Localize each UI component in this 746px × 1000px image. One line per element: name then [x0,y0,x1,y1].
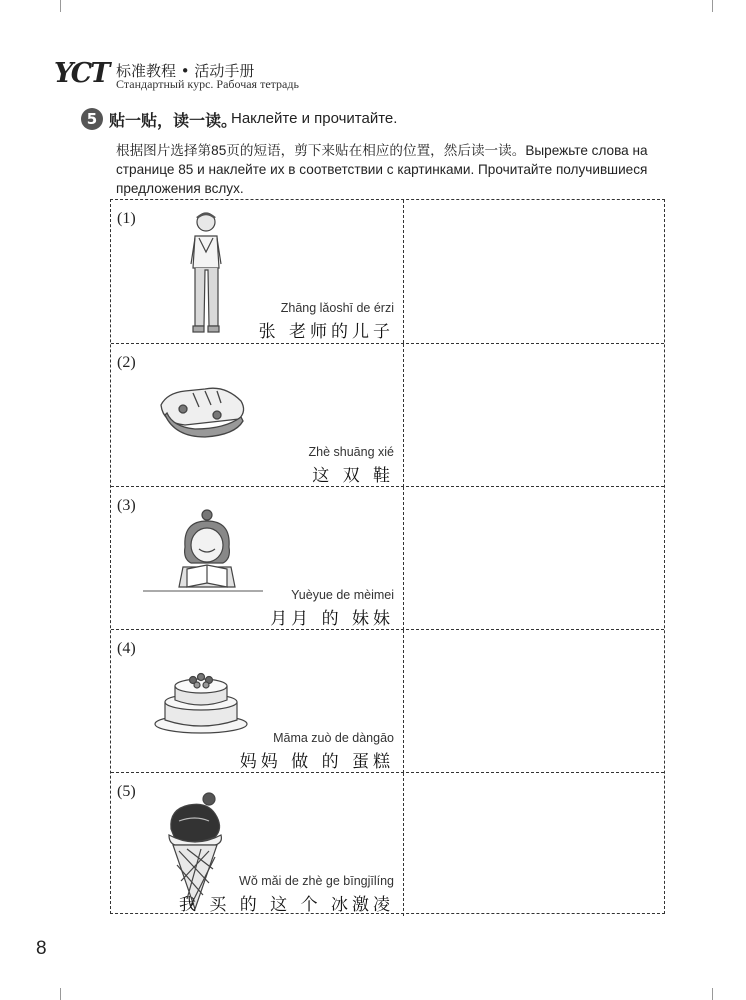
task-number-badge: 5 [81,108,103,130]
shoes-picture [155,379,251,441]
item-hanzi: 这 双 鞋 [312,466,394,486]
item-number: (5) [117,783,136,800]
exercise-row [111,200,664,343]
page-header [54,56,454,96]
column-divider [403,344,404,487]
boy-picture [181,208,231,336]
item-pinyin: Yuèyue de mèimei [291,588,394,602]
crop-mark [712,988,713,1000]
task-heading [81,108,701,132]
column-divider [403,630,404,773]
item-hanzi: 我 买 的 这 个 冰激凌 [178,895,394,915]
column-divider [403,773,404,916]
item-pinyin: Zhāng lǎoshī de érzi [280,301,394,315]
item-pinyin: Wǒ mǎi de zhè ge bīngjīlíng [239,874,394,888]
item-number: (3) [117,497,136,514]
header-title-cn: 标准教程 • 活动手册 [116,62,255,80]
exercise-row [111,629,664,773]
item-pinyin: Zhè shuāng xié [308,445,394,459]
exercise-row [111,486,664,630]
cake-picture [153,666,249,736]
item-number: (4) [117,640,136,657]
task-instruction: 根据图片选择第85页的短语，剪下来贴在相应的位置，然后读一读。Вырежьте слова на странице 85 и наклейте их в соответствии с картинками. Прочитайте получившиеся предложения вслух. [116,143,648,196]
column-divider [403,487,404,630]
crop-mark [60,988,61,1000]
girl-reading-picture [143,507,263,595]
crop-mark [712,0,713,12]
item-hanzi: 张 老师的儿子 [258,322,394,342]
header-title-ru: Стандартный курс. Рабочая тетрадь [116,77,299,91]
item-number: (1) [117,210,136,227]
column-divider [403,200,404,343]
exercise-row [111,343,664,487]
task-title-ru: Наклейте и прочитайте. [231,110,398,127]
exercise-table [110,199,665,914]
item-hanzi: 月月 的 妹妹 [270,609,394,629]
item-number: (2) [117,354,136,371]
task-title-cn: 贴一贴，读一读。 [109,111,238,130]
exercise-row [111,772,664,916]
item-pinyin: Māma zuò de dàngāo [273,731,394,745]
crop-mark [60,0,61,12]
page-number: 8 [36,938,47,959]
item-hanzi: 妈妈 做 的 蛋糕 [239,752,394,772]
yct-logo: YCT [54,58,109,89]
